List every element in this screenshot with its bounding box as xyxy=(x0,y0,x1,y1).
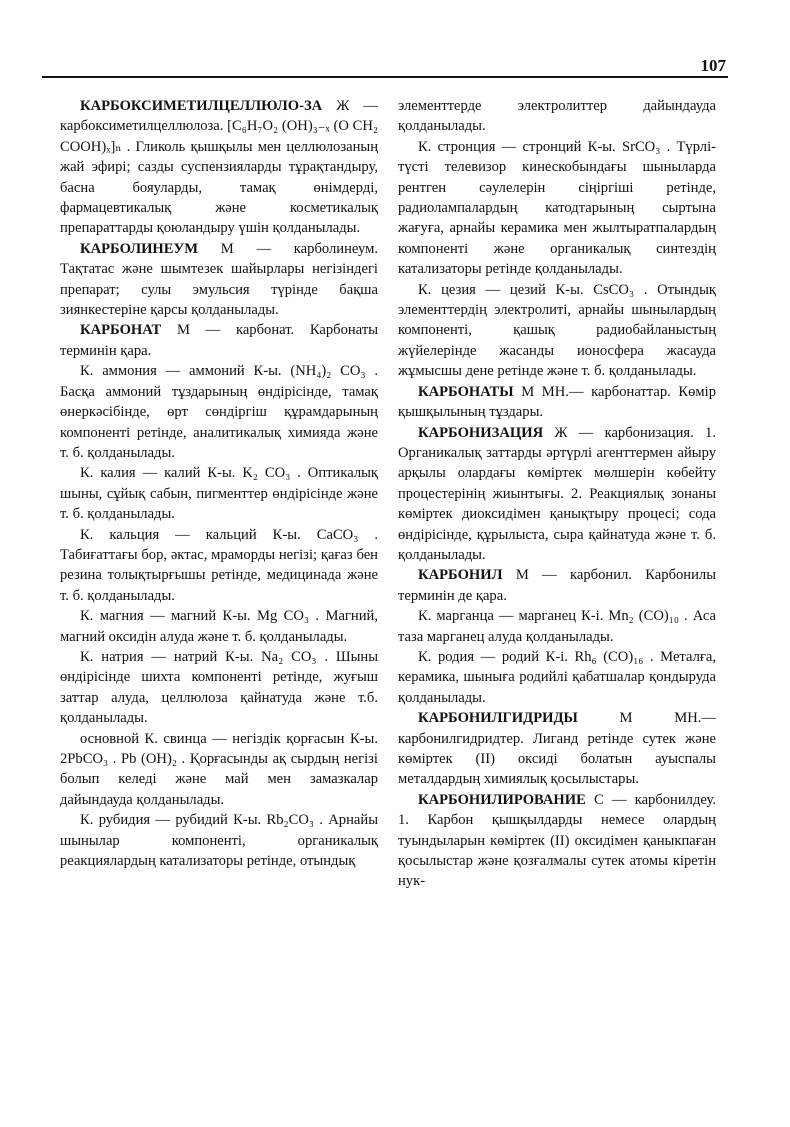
entry-headword: КАРБОКСИМЕТИЛЦЕЛЛЮЛО-ЗА xyxy=(80,98,323,114)
dictionary-entry xyxy=(398,708,716,790)
right-column xyxy=(398,96,716,892)
entry-text: К. марганца — марганец К-і. Mn₂ (CO)₁₀ . Аса таза марганец алуда қолданылады. xyxy=(398,608,716,645)
entry-text: К. аммония — аммоний К-ы. (NH₄)₂ CO₃ . Басқа аммоний тұздарының өндірісінде, тамақ өнеркәсібінде, өрт сөндіргіш құрамдарының компоненті ретінде, аналитикалық химияда және т. б. қолданылады. xyxy=(60,363,378,461)
entry-text: М МН.— карбонилгидридтер. Лиганд ретінде сутек және көміртек (II) оксиді болатын ауыспалы металдардың химиялық қосылыстары. xyxy=(398,710,716,788)
entry-text: Ж — карбонизация. 1. Органикалық заттарды әртүрлі агенттермен айыру арқылы олардағы көміртек мөлшерін көбейту процестерінің жиынтығы. 2. Реакциялық зонаны көміртек диоксидімен қанықтыру процесі; сода өндірісінде, құрылыста, сыра қайнатуда және т. б. қолданылады. xyxy=(398,424,716,563)
dictionary-entry xyxy=(398,790,716,892)
entry-text: основной К. свинца — негіздік қорғасын К-ы. 2PbCO₃ . Pb (OH)₂ . Қорғасынды ақ сырдың негізі болып келеді және май мен замазкалар дайындауда қолданылады. xyxy=(60,730,378,808)
dictionary-entry xyxy=(398,382,716,423)
entry-text: М — карбонил. Карбонилы терминін де қара. xyxy=(398,567,716,604)
entry-text: К. стронция — стронций К-ы. SrCO₃ . Түрлі-түсті телевизор кинескобындағы шыныларда рентген сәулелерін сіңіргіші ретінде, радиолампалардың катодтарының сыртына жағуға, арнайы керамика мен жылтыратпалардың компоненті және органикалық синтездің катализаторы ретінде қолданылады. xyxy=(398,138,716,278)
entry-text: М — карбонат. Карбонаты терминін қара. xyxy=(60,322,378,359)
dictionary-entry xyxy=(60,525,378,607)
entry-text: К. калия — калий К-ы. K₂ CO₃ . Оптикалық шыны, сұйық сабын, пигменттер өндірісінде және т. б. қолданылады. xyxy=(60,465,378,523)
entry-text: М — карболинеум. Тақтатас және шымтезек шайырлары негізіндегі препарат; сулы эмульсия түрінде бақша зиянкестеріне қарсы қолданылады. xyxy=(60,240,378,319)
dictionary-entry xyxy=(60,810,378,871)
dictionary-entry xyxy=(60,320,378,361)
dictionary-entry xyxy=(60,647,378,729)
dictionary-entry xyxy=(60,463,378,524)
dictionary-entry xyxy=(398,137,716,280)
entry-text: К. кальция — кальций К-ы. CaCO₃ . Табиғаттағы бор, әктас, мраморды негізі; қағаз бен резина толықтырғышы ретінде, медицинада және т. б. қолданылады. xyxy=(60,526,378,604)
dictionary-entry xyxy=(60,239,378,321)
entry-text: М МН.— карбонаттар. Көмір қышқылының тұздары. xyxy=(398,383,716,421)
dictionary-entry xyxy=(60,361,378,463)
dictionary-entry xyxy=(60,606,378,647)
left-column xyxy=(60,96,378,871)
entry-text: К. рубидия — рубидий К-ы. Rb₂CO₃ . Арнайы шынылар компоненті, органикалық реакциялардың катализаторы ретінде, отындық xyxy=(60,812,378,870)
entry-headword: КАРБОНИЛГИДРИДЫ xyxy=(418,710,578,727)
entry-headword: КАРБОНАТ xyxy=(80,322,162,339)
dictionary-entry xyxy=(398,565,716,606)
dictionary-entry xyxy=(60,96,378,239)
entry-text: С — карбонилдеу. 1. Карбон қышқылдарды немесе олардың туындыларын көміртек (II) оксидімен қаныкпаған қосылыстар және қозғалмалы сутек атомы кіретін нук- xyxy=(398,791,716,890)
dictionary-entry xyxy=(398,96,716,137)
entry-headword: КАРБОНИЗАЦИЯ xyxy=(418,424,544,441)
dictionary-entry xyxy=(60,729,378,811)
entry-text: К. натрия — натрий К-ы. Na₂ CO₃ . Шыны өндірісінде шихта компоненті ретінде, жуғыш заттар алуда, целлюлоза қайнатуда және т.б. қолданылады. xyxy=(60,648,378,727)
entry-text: К. цезия — цезий К-ы. CsCO₃ . Отындық элементтердің электролиті, арнайы шынылардың компоненті, қашық радиобайланыстың жүйелерінде жасанды ионосфера жасауда жұмысшы дене ретінде және т. б. қолданылады. xyxy=(398,281,716,380)
entry-text: К. родия — родий К-і. Rh₆ (CO)₁₆ . Металға, керамика, шыныға родийлі қабатшалар қондыруда қолданылады. xyxy=(398,648,716,706)
dictionary-entry xyxy=(398,647,716,708)
page-number: 107 xyxy=(700,56,726,75)
dictionary-entry xyxy=(398,606,716,647)
dictionary-entry xyxy=(398,280,716,382)
entry-headword: КАРБОНИЛ xyxy=(418,567,503,584)
entry-text: К. магния — магний К-ы. Mg CO₃ . Магний, магний оксидін алуда және т. б. қолданылады. xyxy=(60,608,378,645)
entry-headword: КАРБОЛИНЕУМ xyxy=(80,240,199,257)
entry-headword: КАРБОНИЛИРОВАНИЕ xyxy=(418,791,586,808)
entry-headword: КАРБОНАТЫ xyxy=(418,383,514,400)
header-rule xyxy=(42,76,728,78)
entry-text: Ж — карбоксиметилцеллюлоза. [C₆H₇O₂ (OH)₃₋ₓ (O CH₂ COOH)ₓ]ₙ . Гликоль қышқылы мен целлюлозаның жай эфирі; сазды суспензияларды тұрақтандыру, басна бояуларды, тамақ өнімдерді, фармацевтикалық және косметикалық препараттарды қоюландыру үшін қолданылады. xyxy=(60,98,378,237)
entry-text: элементтерде электролиттер дайындауда қолданылады. xyxy=(398,98,716,135)
dictionary-entry xyxy=(398,423,716,566)
